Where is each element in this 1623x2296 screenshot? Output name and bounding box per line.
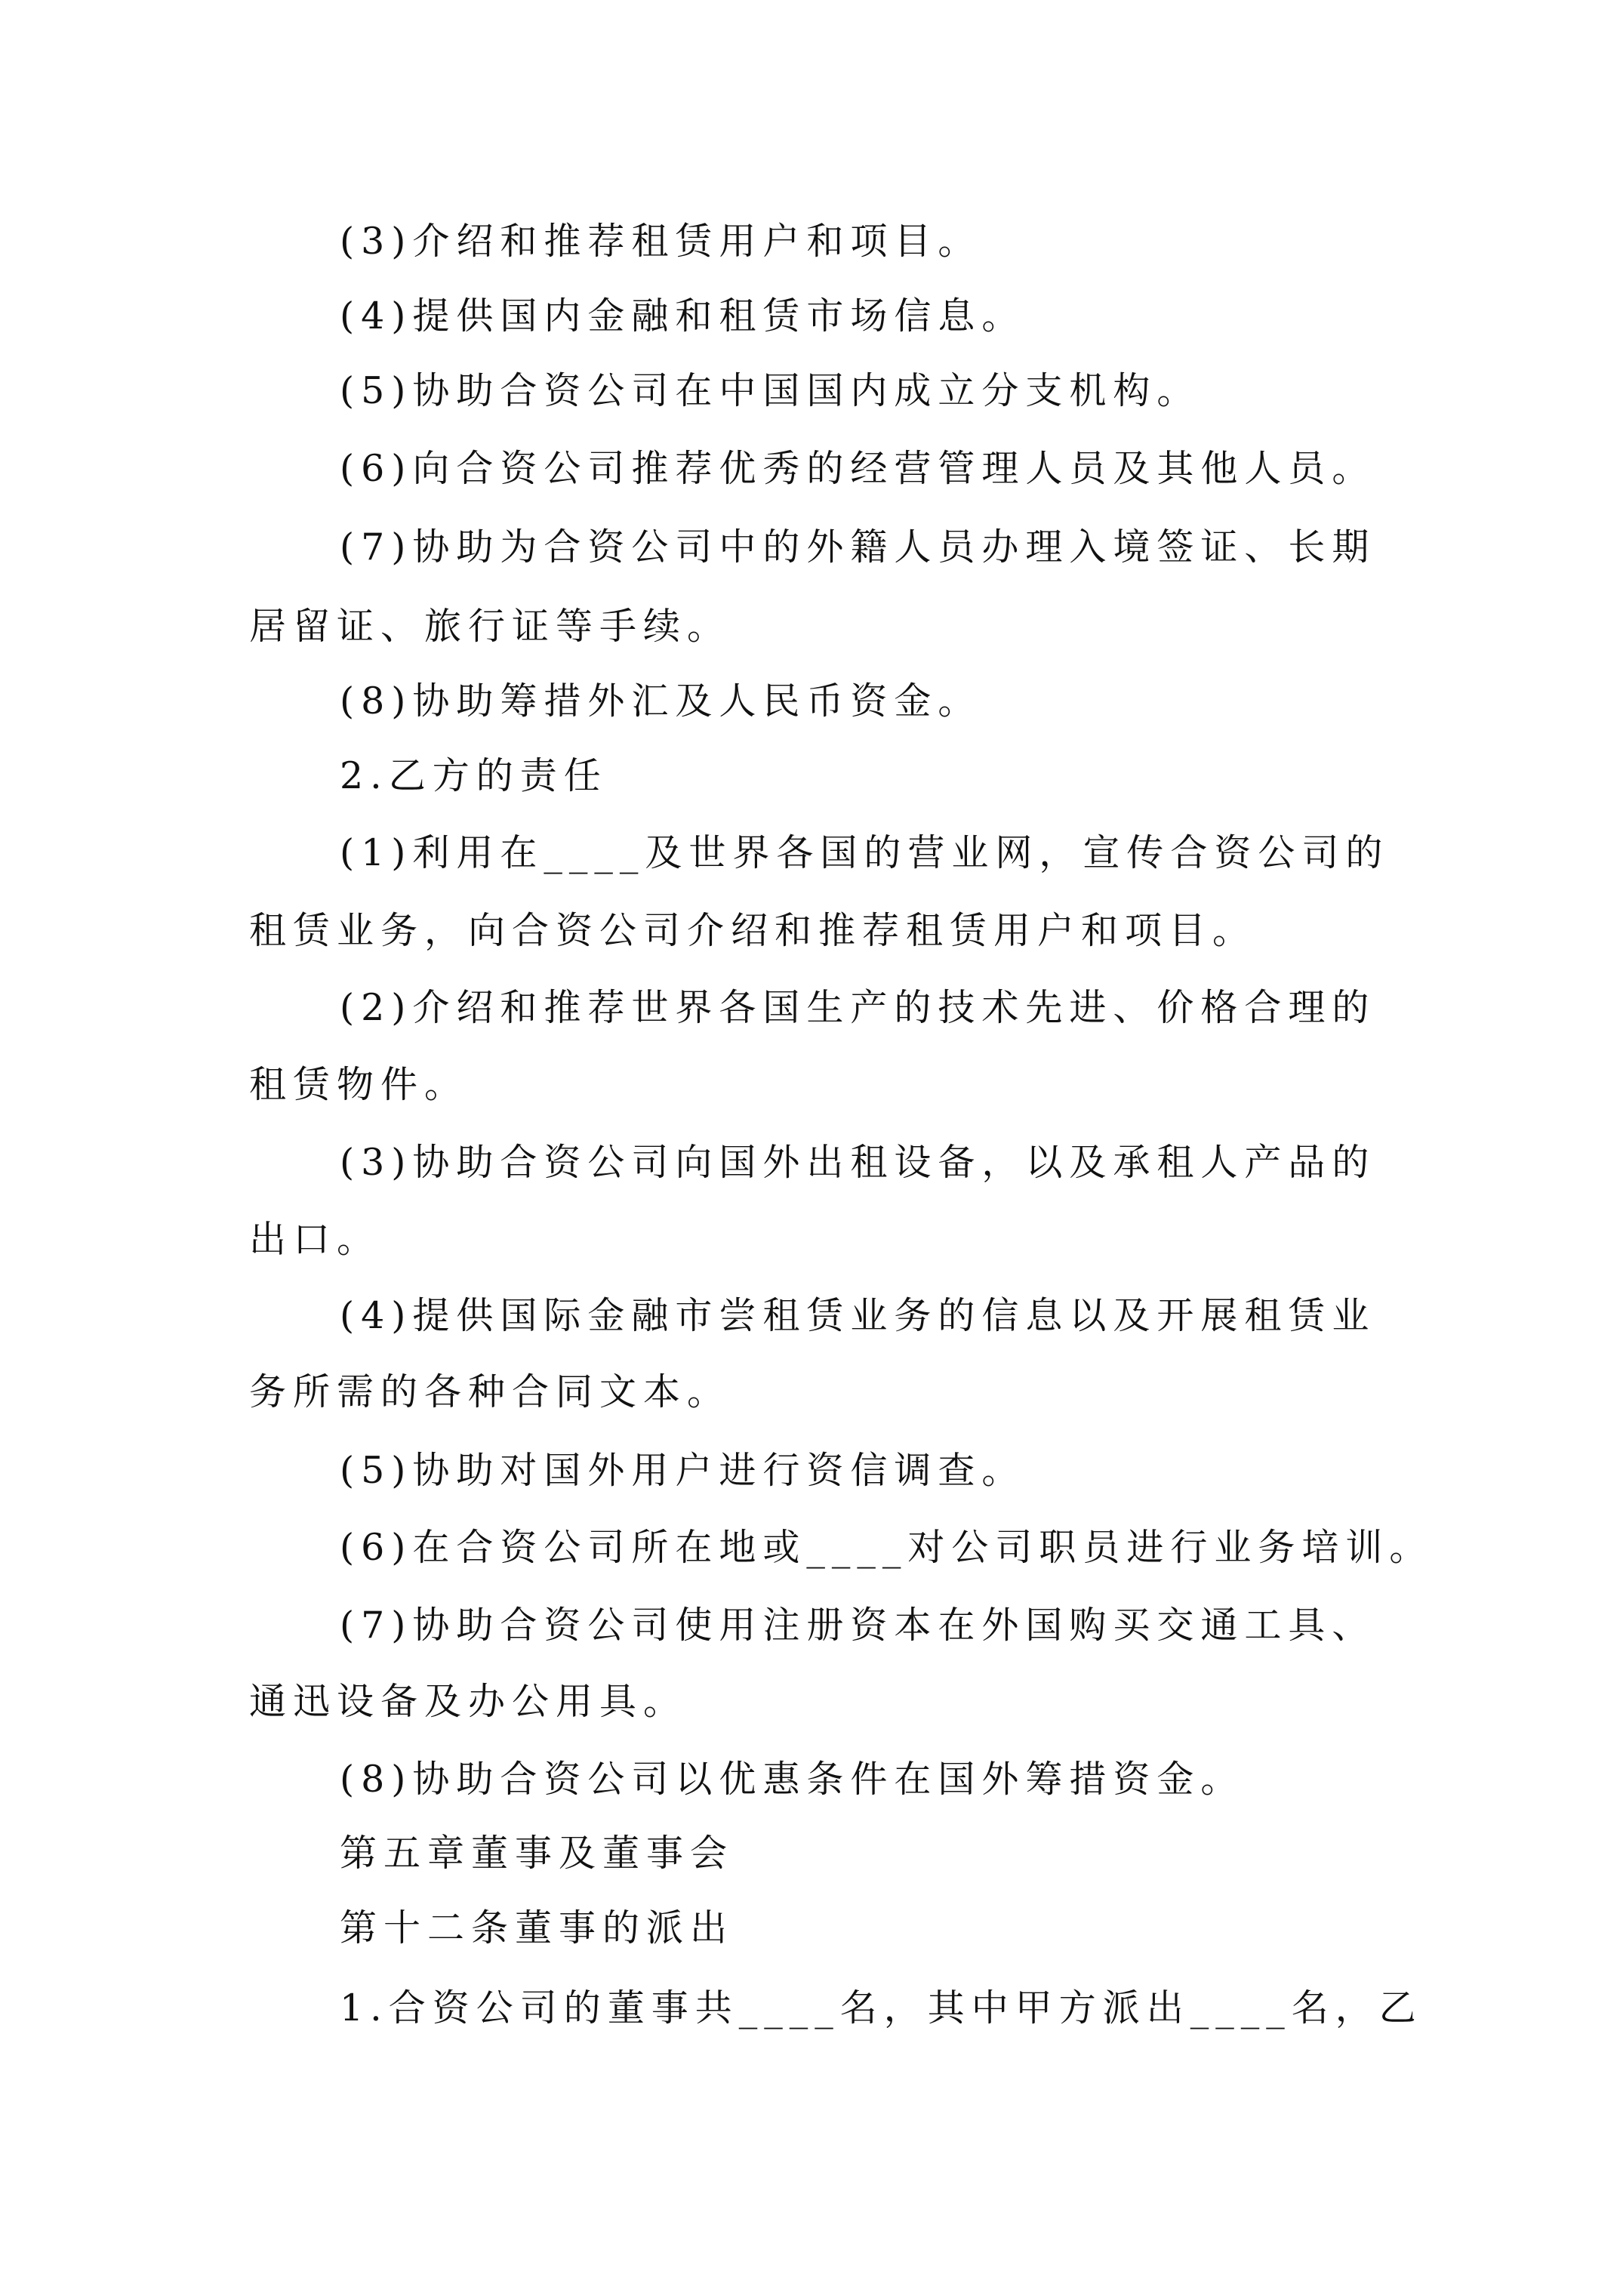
paragraph-line: 租赁业务，向合资公司介绍和推荐租赁用户和项目。 — [249, 909, 1257, 952]
paragraph-line: (6)在合资公司所在地或____对公司职员进行业务培训。 — [340, 1526, 1434, 1569]
paragraph-line: (3)介绍和推荐租赁用户和项目。 — [340, 220, 982, 263]
chapter-heading: 第五章董事及董事会 — [340, 1832, 735, 1875]
paragraph-line: (6)向合资公司推荐优秀的经营管理人员及其他人员。 — [340, 447, 1376, 490]
paragraph-line: 居留证、旅行证等手续。 — [249, 605, 731, 648]
paragraph-line: 1.合资公司的董事共____名，其中甲方派出____名，乙 — [340, 1986, 1423, 2029]
paragraph-line: 租赁物件。 — [249, 1063, 469, 1106]
paragraph-line: (8)协助合资公司以优惠条件在国外筹措资金。 — [340, 1758, 1245, 1801]
paragraph-line: (5)协助合资公司在中国国内成立分支机构。 — [340, 369, 1201, 412]
paragraph-line: (1)利用在____及世界各国的营业网，宣传合资公司的 — [340, 831, 1390, 874]
paragraph-line: (5)协助对国外用户进行资信调查。 — [340, 1449, 1026, 1492]
article-heading: 第十二条董事的派出 — [340, 1906, 735, 1949]
paragraph-line: (4)提供国际金融市尝租赁业务的信息以及开展租赁业 — [340, 1294, 1376, 1337]
paragraph-line: (7)协助合资公司使用注册资本在外国购买交通工具、 — [340, 1604, 1376, 1647]
paragraph-line: (2)介绍和推荐世界各国生产的技术先进、价格合理的 — [340, 986, 1376, 1029]
paragraph-line: 出口。 — [249, 1218, 381, 1261]
section-heading: 2.乙方的责任 — [340, 754, 608, 797]
paragraph-line: (4)提供国内金融和租赁市场信息。 — [340, 294, 1026, 337]
paragraph-line: (3)协助合资公司向国外出租设备，以及承租人产品的 — [340, 1141, 1376, 1184]
paragraph-line: (7)协助为合资公司中的外籍人员办理入境签证、长期 — [340, 525, 1376, 569]
paragraph-line: (8)协助筹措外汇及人民币资金。 — [340, 680, 982, 723]
paragraph-line: 通迅设备及办公用具。 — [249, 1680, 688, 1723]
paragraph-line: 务所需的各种合同文本。 — [249, 1370, 731, 1413]
